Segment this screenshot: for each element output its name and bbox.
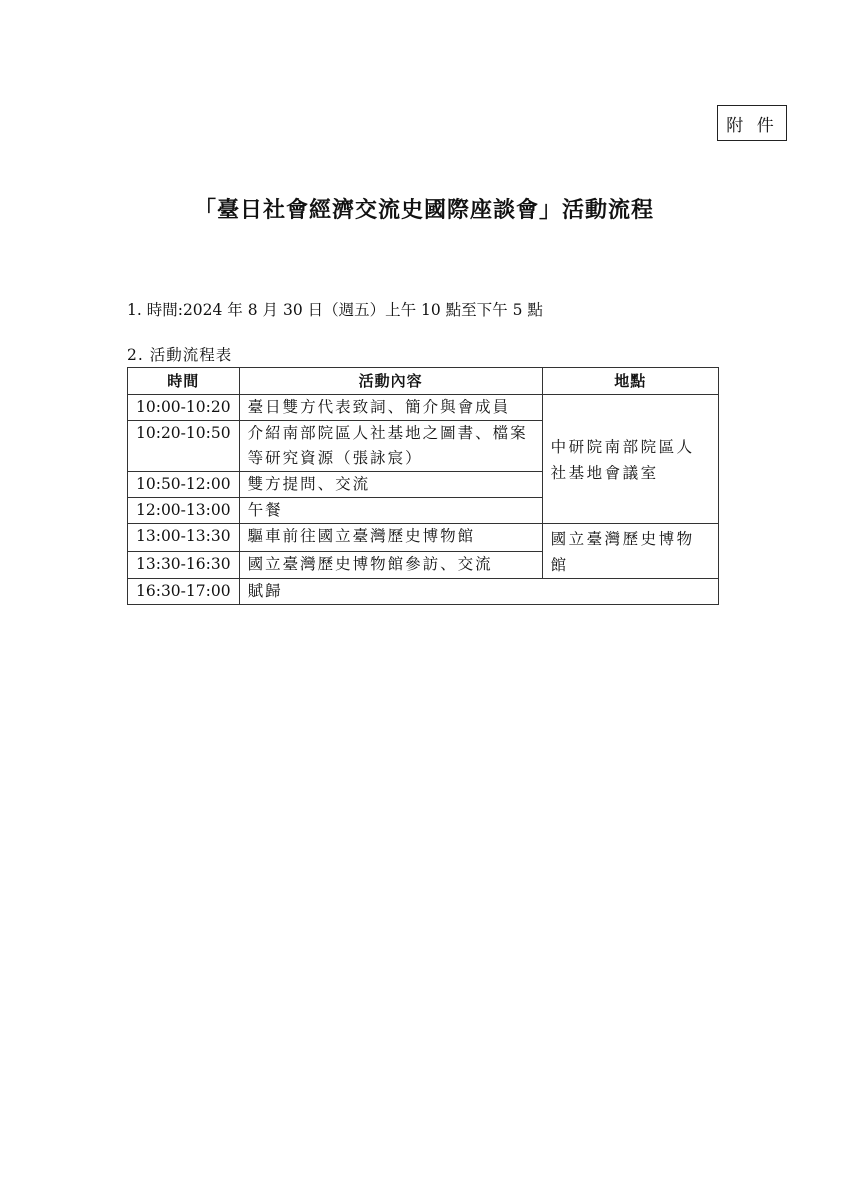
header-activity: 活動內容	[239, 368, 542, 395]
row-time: 10:00-10:20	[128, 395, 240, 421]
row-activity: 國立臺灣歷史博物館參訪、交流	[239, 551, 542, 579]
row-activity: 介紹南部院區人社基地之圖書、檔案等研究資源（張詠宸）	[239, 421, 542, 472]
document-title: 「臺日社會經濟交流史國際座談會」活動流程	[193, 197, 654, 223]
location-cell: 國立臺灣歷史博物館	[542, 524, 718, 579]
schedule-date-line: 1. 時間:2024 年 8 月 30 日（週五）上午 10 點至下午 5 點	[127, 301, 543, 319]
row-time: 13:00-13:30	[128, 524, 240, 552]
row-activity: 驅車前往國立臺灣歷史博物館	[239, 524, 542, 552]
row-activity: 賦歸	[239, 579, 718, 605]
header-time: 時間	[128, 368, 240, 395]
table-row	[128, 395, 719, 421]
schedule-table	[127, 367, 719, 605]
row-time: 10:20-10:50	[128, 421, 240, 472]
row-activity: 午餐	[239, 498, 542, 524]
row-time: 12:00-13:00	[128, 498, 240, 524]
row-time: 16:30-17:00	[128, 579, 240, 605]
attachment-label: 附 件	[717, 105, 787, 141]
row-activity: 臺日雙方代表致詞、簡介與會成員	[239, 395, 542, 421]
row-time: 13:30-16:30	[128, 551, 240, 579]
header-location: 地點	[542, 368, 718, 395]
table-row	[128, 524, 719, 552]
schedule-table-caption: 2. 活動流程表	[127, 346, 233, 364]
location-cell: 中研院南部院區人社基地會議室	[542, 395, 718, 524]
row-time: 10:50-12:00	[128, 472, 240, 498]
table-header-row	[128, 368, 719, 395]
table-row	[128, 579, 719, 605]
row-activity: 雙方提問、交流	[239, 472, 542, 498]
